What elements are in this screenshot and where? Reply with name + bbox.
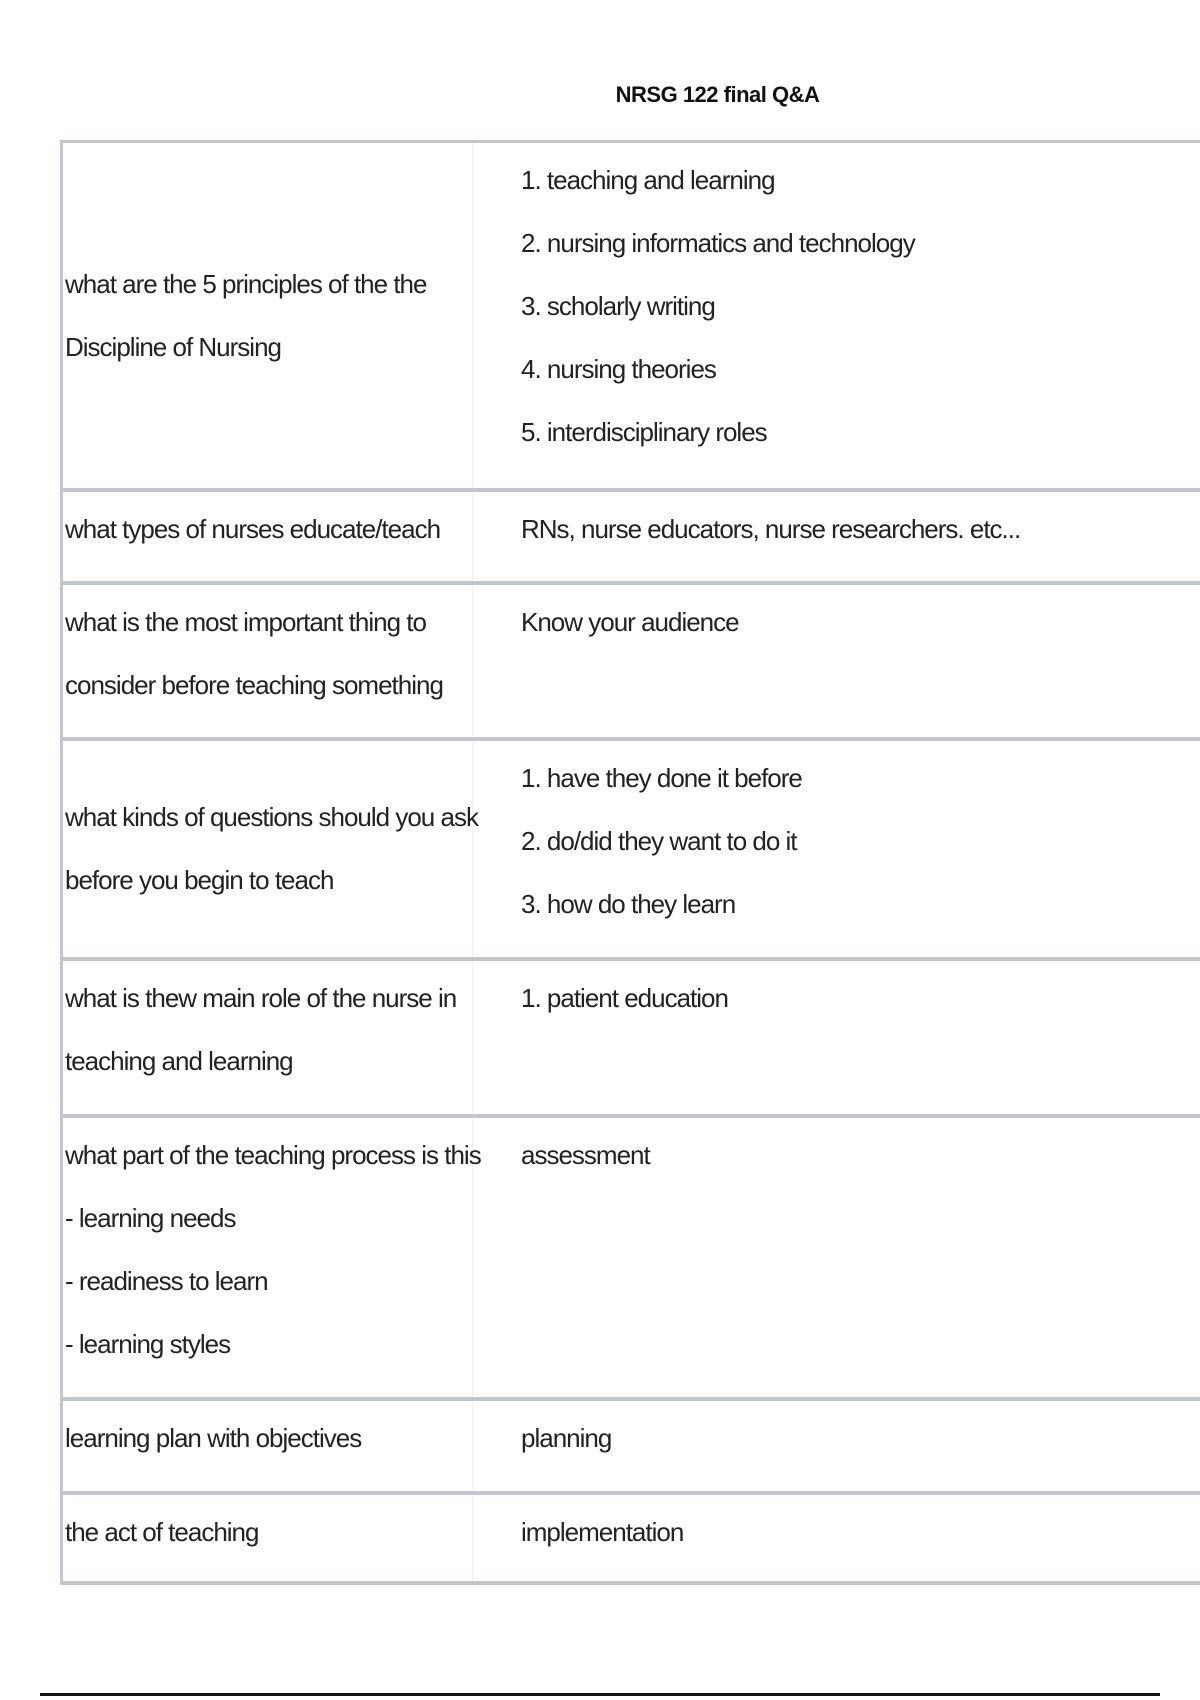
question-line: what part of the teaching process is this	[65, 1140, 481, 1170]
question-cell	[63, 741, 478, 957]
table-row	[63, 1118, 1200, 1401]
table-row	[63, 1401, 1200, 1495]
answer-line: 2. do/did they want to do it	[521, 826, 797, 856]
question-line: what kinds of questions should you ask	[65, 802, 478, 832]
answer-cell	[473, 492, 1200, 581]
answer-line: 1. have they done it before	[521, 763, 802, 793]
answer-line: 1. patient education	[521, 983, 728, 1013]
question-line: Discipline of Nursing	[65, 331, 281, 362]
question-cell	[63, 492, 473, 581]
document-title: NRSG 122 final Q&A	[615, 82, 820, 107]
answer-cell	[473, 741, 1200, 957]
question-line: teaching and learning	[65, 1046, 293, 1076]
question-cell	[63, 585, 473, 737]
question-line: - learning styles	[65, 1329, 231, 1359]
question-line: - readiness to learn	[65, 1266, 268, 1296]
answer-cell	[473, 1495, 1200, 1581]
answer-line: 4. nursing theories	[521, 354, 716, 384]
table-row	[63, 585, 1200, 741]
answer-cell	[473, 961, 1200, 1114]
question-cell	[63, 961, 473, 1114]
answer-line: 3. scholarly writing	[521, 291, 715, 321]
answer-line: implementation	[521, 1517, 684, 1547]
answer-line: 2. nursing informatics and technology	[521, 228, 915, 258]
question-line: what is thew main role of the nurse in	[65, 983, 457, 1013]
answer-line: 5. interdisciplinary roles	[521, 417, 767, 447]
table-row	[63, 143, 1200, 492]
question-line: learning plan with objectives	[65, 1423, 362, 1453]
answer-line: planning	[521, 1423, 612, 1453]
question-line: the act of teaching	[65, 1517, 259, 1547]
question-line: before you begin to teach	[65, 865, 334, 895]
question-line: what types of nurses educate/teach	[65, 514, 441, 544]
table-row	[63, 961, 1200, 1118]
answer-cell	[473, 1401, 1200, 1491]
question-cell	[63, 1118, 481, 1397]
answer-line: RNs, nurse educators, nurse researchers. etc...	[521, 514, 1021, 544]
answer-line: assessment	[521, 1140, 650, 1170]
table-row	[63, 741, 1200, 961]
answer-line: 3. how do they learn	[521, 889, 736, 919]
question-line: what are the 5 principles of the the	[65, 268, 427, 299]
question-line: consider before teaching something	[65, 670, 443, 700]
answer-cell	[473, 143, 1200, 488]
question-cell	[63, 1495, 473, 1581]
qa-table	[60, 140, 1200, 1585]
answer-line: Know your audience	[521, 607, 739, 637]
answer-cell	[473, 1118, 1200, 1397]
table-row	[63, 492, 1200, 585]
question-cell	[63, 143, 473, 488]
table-row	[63, 1495, 1200, 1585]
footer-divider	[40, 1693, 1160, 1696]
answer-line: 1. teaching and learning	[521, 165, 775, 195]
question-line: what is the most important thing to	[65, 607, 426, 637]
question-line: - learning needs	[65, 1203, 236, 1233]
answer-cell	[473, 585, 1200, 737]
question-cell	[63, 1401, 473, 1491]
